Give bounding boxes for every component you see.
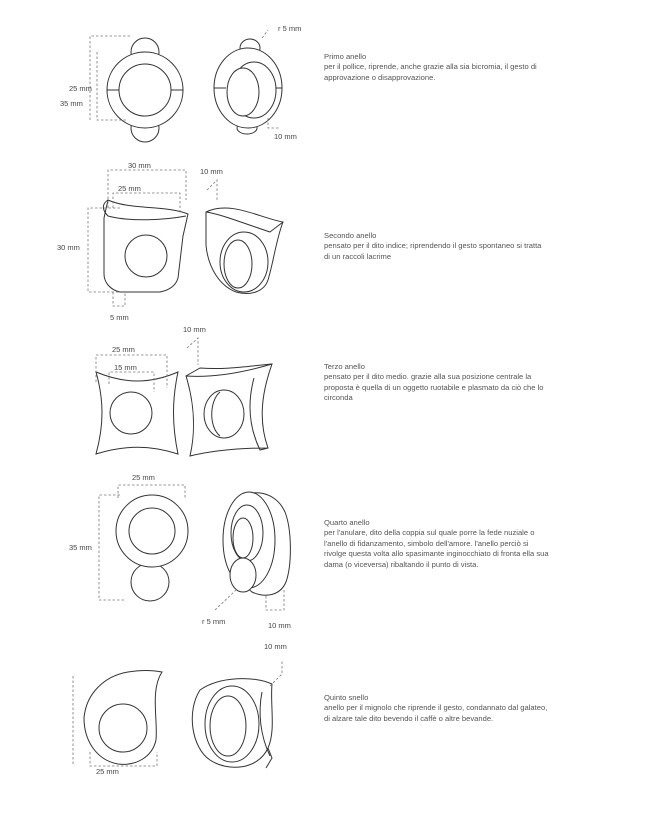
- ring-2-dim-c: 10 mm: [200, 167, 223, 176]
- ring-3-dim-a: 10 mm: [183, 325, 206, 334]
- ring-3-drawing: [96, 338, 272, 456]
- ring-1-dim-a: 25 mm: [69, 84, 92, 93]
- ring-2-body: pensato per il dito indice; riprendendo il gesto spontaneo si tratta di un raccoli lacrime: [324, 241, 542, 261]
- ring-1-dim-c: r 5 mm: [278, 24, 302, 33]
- ring-5-drawing: [73, 660, 282, 768]
- ring-2-dim-b: 25 mm: [118, 184, 141, 193]
- ring-2-dim-a: 30 mm: [128, 161, 151, 170]
- ring-5-hole: [99, 704, 147, 752]
- ring-4-title: Quarto anello: [324, 518, 370, 527]
- ring-2-dim-d: 30 mm: [57, 243, 80, 252]
- ring-3-dim-b: 25 mm: [112, 345, 135, 354]
- ring-4-inner: [129, 508, 175, 554]
- ring-2-description: [324, 231, 549, 262]
- ring-4-dim-b: 35 mm: [69, 543, 92, 552]
- ring-4-dim-d: 10 mm: [268, 621, 291, 630]
- ring-5-dim-a: 10 mm: [264, 642, 287, 651]
- ring-4-drawing: [99, 485, 290, 610]
- ring-5-body: anello per il mignolo che riprende il gesto, condannato dal galateo, di alzare tale dito bevendo il caffè o altre bevande.: [324, 703, 548, 723]
- ring-3-title: Terzo anello: [324, 362, 365, 371]
- ring-1-dim-d: 10 mm: [274, 132, 297, 141]
- ring-4-sphere: [131, 563, 169, 601]
- ring-1-body: per il pollice, riprende, anche grazie alla sia bicromia, il gesto di approvazione o disapprovazione.: [324, 62, 537, 82]
- ring-2-title: Secondo anello: [324, 231, 377, 240]
- ring-5-dim-b: 25 mm: [96, 767, 119, 776]
- ring-1-drawing: [90, 30, 282, 142]
- ring-3-body: pensato per il dito medio. grazie alla sua posizione centrale la proposta è quella di un oggetto ruotabile e plasmato da ciò che lo circonda: [324, 372, 544, 403]
- ring-1-description: [324, 52, 549, 83]
- ring-4-body: per l'anulare, dito della coppia sul quale porre la fede nuziale o l'anello di fidanzamento, simbolo dell'amore. l'anello perciò si rivolge questa volta allo spasimante inginocchiato di fronta ella sua dama (o viceversa) ribaltando il punto di vista.: [324, 528, 549, 569]
- ring-4-description: [324, 518, 549, 570]
- ring-1-dim-b: 35 mm: [60, 99, 83, 108]
- ring-2-hole: [125, 235, 167, 277]
- ring-1-title: Primo anello: [324, 52, 367, 61]
- ring-3-dim-c: 15 mm: [114, 363, 137, 372]
- ring-4-dim-c: r 5 mm: [202, 617, 226, 626]
- ring-4-dim-a: 25 mm: [132, 473, 155, 482]
- ring-1-inner: [119, 64, 171, 116]
- ring-3-hole: [110, 392, 152, 434]
- ring-2-dim-e: 5 mm: [110, 313, 129, 322]
- ring-5-title: Quinto snello: [324, 693, 369, 702]
- ring-5-description: [324, 693, 549, 724]
- ring-3-description: [324, 362, 549, 404]
